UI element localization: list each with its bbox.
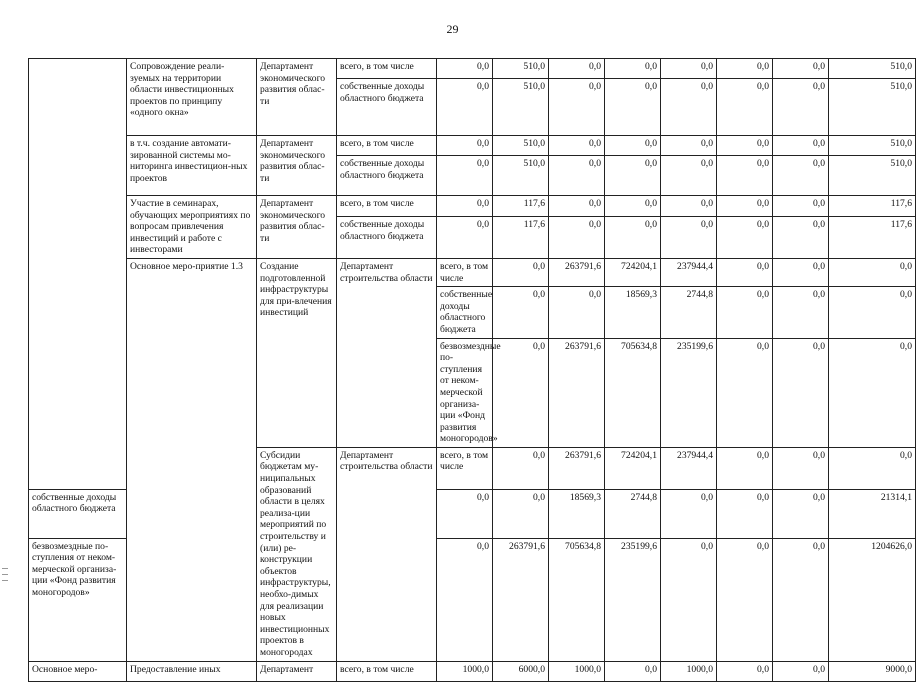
amount-cell: 0,0 — [661, 136, 717, 156]
amount-cell: 0,0 — [773, 489, 829, 538]
amount-cell: 0,0 — [773, 338, 829, 447]
amount-cell: 1000,0 — [437, 661, 493, 681]
amount-cell: 510,0 — [493, 136, 549, 156]
funding-source-cell: всего, в том числе — [337, 661, 437, 681]
funding-source-cell: собственные доходы областного бюджета — [337, 156, 437, 196]
amount-cell: 705634,8 — [549, 538, 605, 661]
budget-table — [28, 58, 916, 682]
amount-cell: 0,0 — [605, 59, 661, 79]
amount-cell: 263791,6 — [493, 538, 549, 661]
amount-cell: 0,0 — [773, 447, 829, 489]
amount-cell: 1000,0 — [549, 661, 605, 681]
edge-mark — [2, 580, 8, 581]
amount-cell: 0,0 — [717, 338, 773, 447]
funding-source-cell: собственные доходы областного бюджета — [337, 216, 437, 258]
amount-cell: 117,6 — [829, 216, 916, 258]
funding-source-cell: безвозмездные по-ступления от неком-мерческой организа-ции «Фонд развития моногородов» — [437, 338, 493, 447]
amount-cell: 2744,8 — [661, 287, 717, 338]
amount-cell: 0,0 — [717, 258, 773, 286]
page-number: 29 — [446, 22, 459, 36]
amount-cell: 237944,4 — [661, 447, 717, 489]
amount-cell: 0,0 — [493, 338, 549, 447]
amount-cell: 0,0 — [773, 258, 829, 286]
amount-cell: 0,0 — [829, 287, 916, 338]
amount-cell: 237944,4 — [661, 258, 717, 286]
amount-cell: 6000,0 — [493, 661, 549, 681]
amount-cell: 0,0 — [717, 287, 773, 338]
funding-source-cell: всего, в том числе — [337, 59, 437, 79]
event-name-cell — [29, 59, 127, 490]
amount-cell: 0,0 — [717, 661, 773, 681]
amount-cell: 18569,3 — [605, 287, 661, 338]
event-name-cell: Основное меро- — [29, 661, 127, 681]
amount-cell: 0,0 — [549, 156, 605, 196]
amount-cell: 510,0 — [829, 59, 916, 79]
amount-cell: 510,0 — [493, 79, 549, 136]
amount-cell: 0,0 — [717, 489, 773, 538]
amount-cell: 510,0 — [829, 156, 916, 196]
amount-cell: 0,0 — [605, 196, 661, 217]
funding-source-cell: всего, в том числе — [437, 447, 493, 489]
amount-cell: 1000,0 — [661, 661, 717, 681]
activity-cell: Участие в семинарах, обучающих мероприятиях по вопросам привлечения инвестиций и работе с инвесторами — [127, 196, 257, 259]
executor-cell: Департамент экономического развития облас-ти — [257, 136, 337, 196]
amount-cell: 0,0 — [661, 216, 717, 258]
amount-cell: 0,0 — [549, 287, 605, 338]
executor-cell: Департамент экономического развития облас-ти — [257, 59, 337, 136]
amount-cell: 0,0 — [717, 156, 773, 196]
amount-cell: 0,0 — [717, 216, 773, 258]
amount-cell: 235199,6 — [661, 338, 717, 447]
amount-cell: 510,0 — [493, 59, 549, 79]
activity-cell: Субсидии бюджетам му-ниципальных образований области в целях реализа-ции мероприятий по строительству и (или) ре-конструкции объектов инфраструктуры, необхо-димых для реализации новых инвестиционных проектов в моногородах — [257, 447, 337, 661]
executor-cell: Департамент — [257, 661, 337, 681]
amount-cell: 117,6 — [493, 216, 549, 258]
amount-cell: 0,0 — [493, 489, 549, 538]
amount-cell: 724204,1 — [605, 447, 661, 489]
amount-cell: 2744,8 — [605, 489, 661, 538]
amount-cell: 0,0 — [773, 79, 829, 136]
amount-cell: 0,0 — [605, 156, 661, 196]
amount-cell: 0,0 — [605, 661, 661, 681]
amount-cell: 0,0 — [437, 59, 493, 79]
table-row — [29, 258, 916, 286]
table-row — [29, 196, 916, 217]
event-name-cell: Основное меро-приятие 1.3 — [127, 258, 257, 661]
amount-cell: 0,0 — [773, 661, 829, 681]
amount-cell: 724204,1 — [605, 258, 661, 286]
funding-source-cell: всего, в том числе — [337, 196, 437, 217]
amount-cell: 0,0 — [605, 136, 661, 156]
amount-cell: 510,0 — [829, 136, 916, 156]
executor-cell: Департамент строительства области — [337, 258, 437, 447]
funding-source-cell: всего, в том числе — [337, 136, 437, 156]
executor-cell: Департамент строительства области — [337, 447, 437, 661]
amount-cell: 0,0 — [829, 258, 916, 286]
amount-cell: 0,0 — [437, 216, 493, 258]
amount-cell: 0,0 — [549, 59, 605, 79]
amount-cell: 0,0 — [717, 59, 773, 79]
amount-cell: 0,0 — [717, 447, 773, 489]
funding-source-cell: всего, в том числе — [437, 258, 493, 286]
amount-cell: 0,0 — [773, 538, 829, 661]
table-row — [29, 59, 916, 79]
amount-cell: 0,0 — [717, 136, 773, 156]
amount-cell: 0,0 — [493, 447, 549, 489]
amount-cell: 263791,6 — [549, 338, 605, 447]
activity-cell: Создание подготовленной инфраструктуры для при-влечения инвестиций — [257, 258, 337, 447]
amount-cell: 0,0 — [437, 136, 493, 156]
amount-cell: 0,0 — [717, 196, 773, 217]
amount-cell: 0,0 — [717, 79, 773, 136]
activity-cell: Предоставление иных — [127, 661, 257, 681]
funding-source-cell: безвозмездные по-ступления от неком-мерческой организа-ции «Фонд развития моногородов» — [29, 538, 127, 661]
funding-source-cell: собственные доходы областного бюджета — [29, 489, 127, 538]
amount-cell: 0,0 — [549, 79, 605, 136]
table-row — [29, 661, 916, 681]
amount-cell: 0,0 — [773, 156, 829, 196]
activity-cell: в т.ч. создание автомати-зированной системы мо-ниторинга инвестицион-ных проектов — [127, 136, 257, 196]
amount-cell: 0,0 — [661, 538, 717, 661]
amount-cell: 0,0 — [661, 196, 717, 217]
amount-cell: 0,0 — [661, 79, 717, 136]
funding-source-cell: собственные доходы областного бюджета — [337, 79, 437, 136]
amount-cell: 0,0 — [493, 258, 549, 286]
amount-cell: 0,0 — [605, 79, 661, 136]
amount-cell: 263791,6 — [549, 447, 605, 489]
amount-cell: 263791,6 — [549, 258, 605, 286]
amount-cell: 0,0 — [773, 216, 829, 258]
amount-cell: 0,0 — [773, 287, 829, 338]
amount-cell: 9000,0 — [829, 661, 916, 681]
amount-cell: 510,0 — [493, 156, 549, 196]
amount-cell: 0,0 — [437, 79, 493, 136]
amount-cell: 0,0 — [661, 156, 717, 196]
amount-cell: 117,6 — [829, 196, 916, 217]
amount-cell: 0,0 — [549, 136, 605, 156]
funding-source-cell: собственные доходы областного бюджета — [437, 287, 493, 338]
amount-cell: 0,0 — [829, 447, 916, 489]
amount-cell: 0,0 — [437, 538, 493, 661]
amount-cell: 0,0 — [661, 489, 717, 538]
amount-cell: 0,0 — [493, 287, 549, 338]
amount-cell: 0,0 — [437, 489, 493, 538]
amount-cell: 0,0 — [773, 136, 829, 156]
amount-cell: 21314,1 — [829, 489, 916, 538]
amount-cell: 705634,8 — [605, 338, 661, 447]
amount-cell: 0,0 — [717, 538, 773, 661]
table-body — [29, 59, 916, 682]
amount-cell: 235199,6 — [605, 538, 661, 661]
amount-cell: 0,0 — [549, 196, 605, 217]
amount-cell: 117,6 — [493, 196, 549, 217]
amount-cell: 0,0 — [773, 196, 829, 217]
table-row — [29, 136, 916, 156]
amount-cell: 0,0 — [437, 156, 493, 196]
executor-cell: Департамент экономического развития облас-ти — [257, 196, 337, 259]
amount-cell: 1204626,0 — [829, 538, 916, 661]
amount-cell: 0,0 — [829, 338, 916, 447]
amount-cell: 0,0 — [437, 196, 493, 217]
activity-cell: Сопровождение реали-зуемых на территории области инвестиционных проектов по принципу «одного окна» — [127, 59, 257, 136]
edge-mark — [2, 568, 8, 569]
edge-mark — [2, 574, 8, 575]
amount-cell: 0,0 — [773, 59, 829, 79]
amount-cell: 18569,3 — [549, 489, 605, 538]
amount-cell: 0,0 — [661, 59, 717, 79]
amount-cell: 510,0 — [829, 79, 916, 136]
amount-cell: 0,0 — [549, 216, 605, 258]
amount-cell: 0,0 — [605, 216, 661, 258]
